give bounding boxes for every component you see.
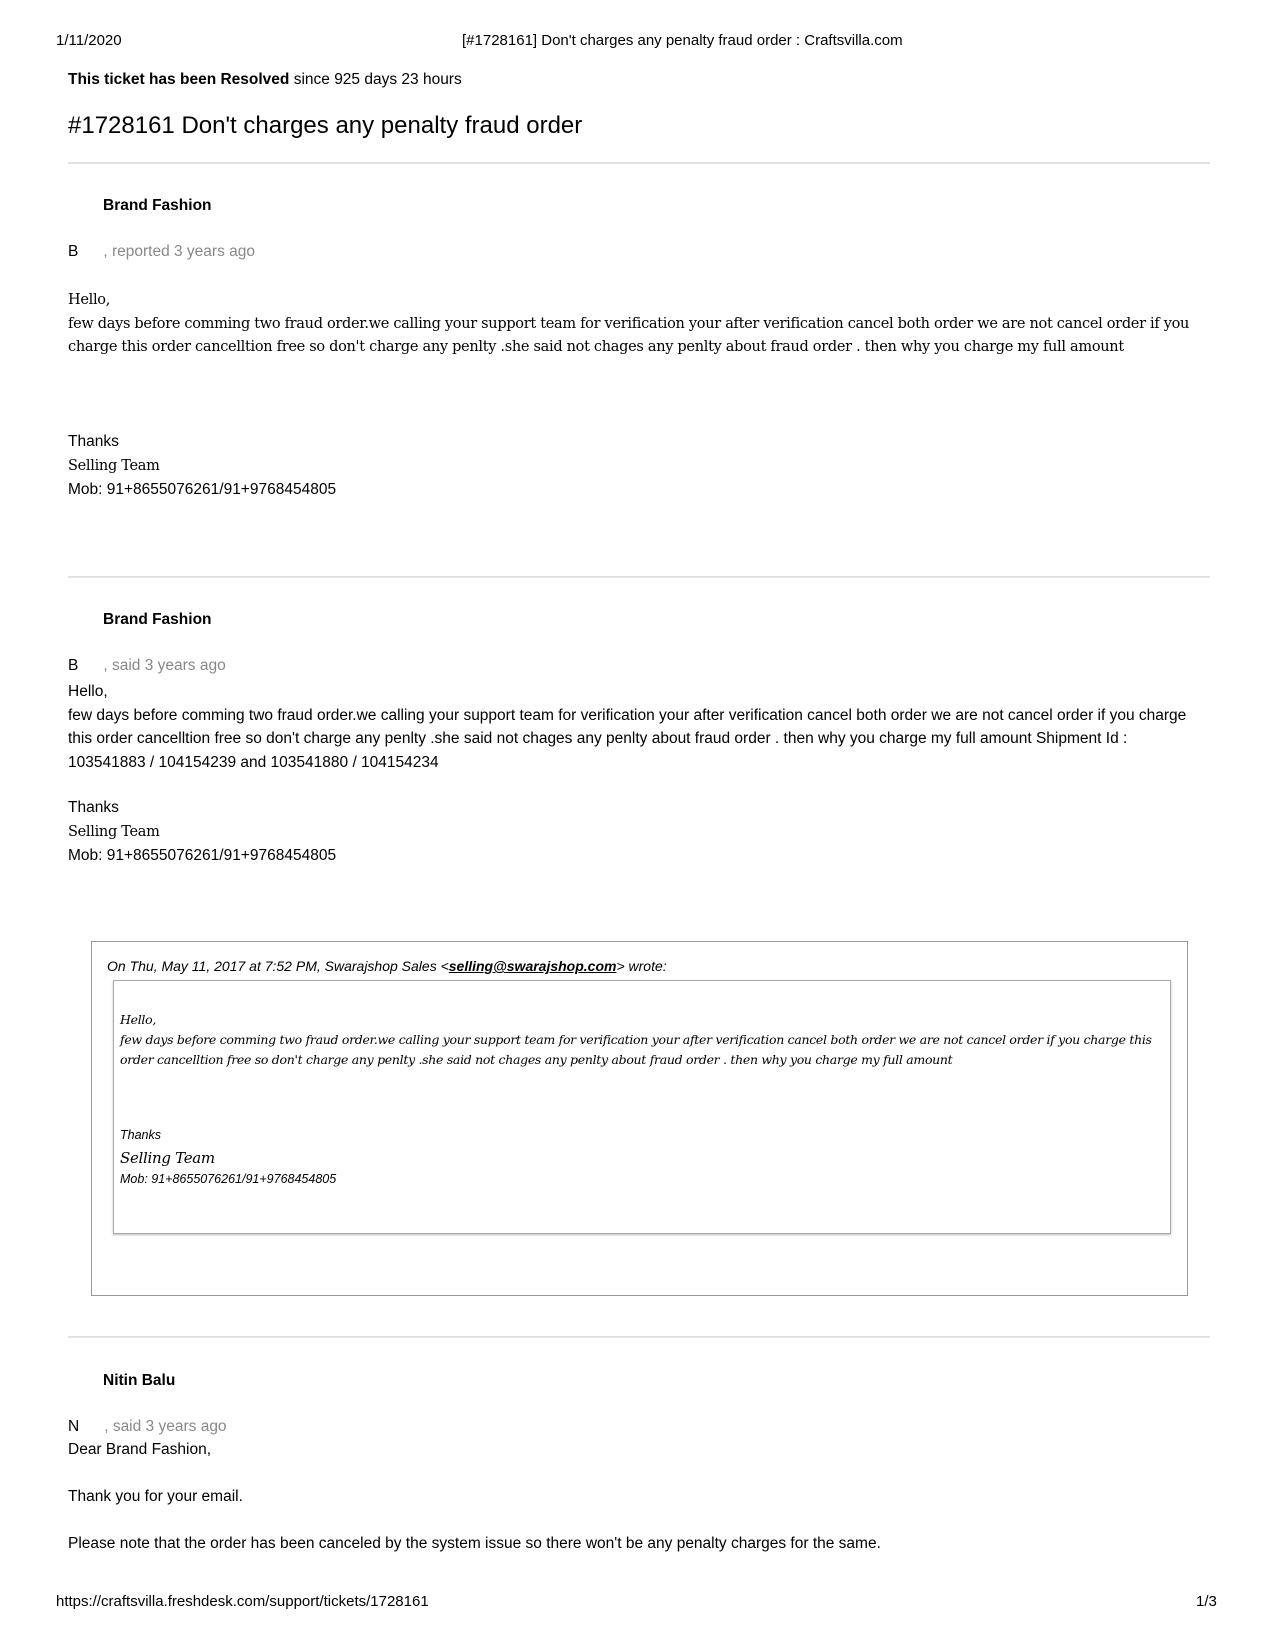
- greeting: Hello,: [68, 292, 111, 308]
- message-paragraph: Please note that the order has been canceled by the system issue so there won't be any penalty charges for the same.: [68, 1535, 881, 1552]
- post-body: [68, 680, 1203, 774]
- signature-team: Selling Team: [68, 458, 160, 474]
- message-paragraph: Thank you for your email.: [68, 1488, 243, 1505]
- thanks: Thanks: [68, 433, 119, 450]
- quote-intro: [107, 958, 667, 974]
- greeting: Hello,: [120, 1012, 156, 1027]
- avatar-initial: N: [68, 1418, 80, 1435]
- signature-mob: Mob: 91+8655076261/91+9768454805: [120, 1172, 337, 1186]
- thanks: Thanks: [68, 799, 119, 816]
- divider: [68, 576, 1210, 578]
- post-meta: [68, 243, 255, 261]
- post-time: , reported 3 years ago: [103, 243, 255, 260]
- divider: [68, 1336, 1210, 1338]
- message-text: few days before comming two fraud order.we calling your support team for verification your after verification cancel both order we are not cancel order if you charge this order cancelltion free so don't charge any penlty .she said not chages any penlty about fraud order . then why you charge my full amount: [120, 1032, 1152, 1067]
- quote-intro-text: On Thu, May 11, 2017 at 7:52 PM, Swarajshop Sales <: [107, 958, 449, 974]
- print-url: https://craftsvilla.freshdesk.com/support/tickets/1728161: [56, 1593, 429, 1610]
- avatar-initial: B: [68, 243, 79, 260]
- post-author: Brand Fashion: [103, 197, 212, 214]
- email-link[interactable]: selling@swarajshop.com: [448, 958, 617, 974]
- quoted-body: [120, 1010, 1160, 1070]
- divider: [68, 162, 1210, 164]
- signature-team: Selling Team: [120, 1149, 215, 1167]
- status-bold: This ticket has been Resolved: [68, 71, 290, 88]
- post-time: , said 3 years ago: [103, 657, 226, 674]
- ticket-title: #1728161 Don't charges any penalty fraud order: [68, 112, 583, 139]
- signature-mob: Mob: 91+8655076261/91+9768454805: [68, 481, 337, 498]
- thanks: Thanks: [120, 1128, 161, 1142]
- quote-intro-end: > wrote:: [616, 958, 667, 974]
- post-body: [68, 289, 1208, 360]
- greeting: Hello,: [68, 683, 108, 700]
- status-line: [68, 71, 462, 89]
- greeting: Dear Brand Fashion,: [68, 1441, 212, 1458]
- print-date: 1/11/2020: [56, 32, 122, 49]
- post-meta: [68, 1418, 227, 1436]
- signature-mob: Mob: 91+8655076261/91+9768454805: [68, 847, 337, 864]
- print-title: [#1728161] Don't charges any penalty fraud order : Craftsvilla.com: [462, 32, 903, 49]
- post-author: Brand Fashion: [103, 611, 212, 628]
- status-rest: since 925 days 23 hours: [289, 71, 462, 88]
- post-author: Nitin Balu: [103, 1372, 176, 1389]
- page-number: 1/3: [1196, 1593, 1217, 1610]
- message-text: few days before comming two fraud order.we calling your support team for verification your after verification cancel both order we are not cancel order if you charge this order cancelltion free so don't charge any penlty .she said not chages any penlty about fraud order . then why you charge my full amount Shipment Id : 103541883 / 104154239 and 103541880 / 104154234: [68, 706, 1187, 771]
- avatar-initial: B: [68, 657, 79, 674]
- post-meta: [68, 657, 226, 675]
- message-text: few days before comming two fraud order.we calling your support team for verification your after verification cancel both order we are not cancel order if you charge this order cancelltion free so don't charge any penlty .she said not chages any penlty about fraud order . then why you charge my full amount: [68, 315, 1190, 355]
- post-time: , said 3 years ago: [104, 1418, 227, 1435]
- signature-team: Selling Team: [68, 824, 160, 840]
